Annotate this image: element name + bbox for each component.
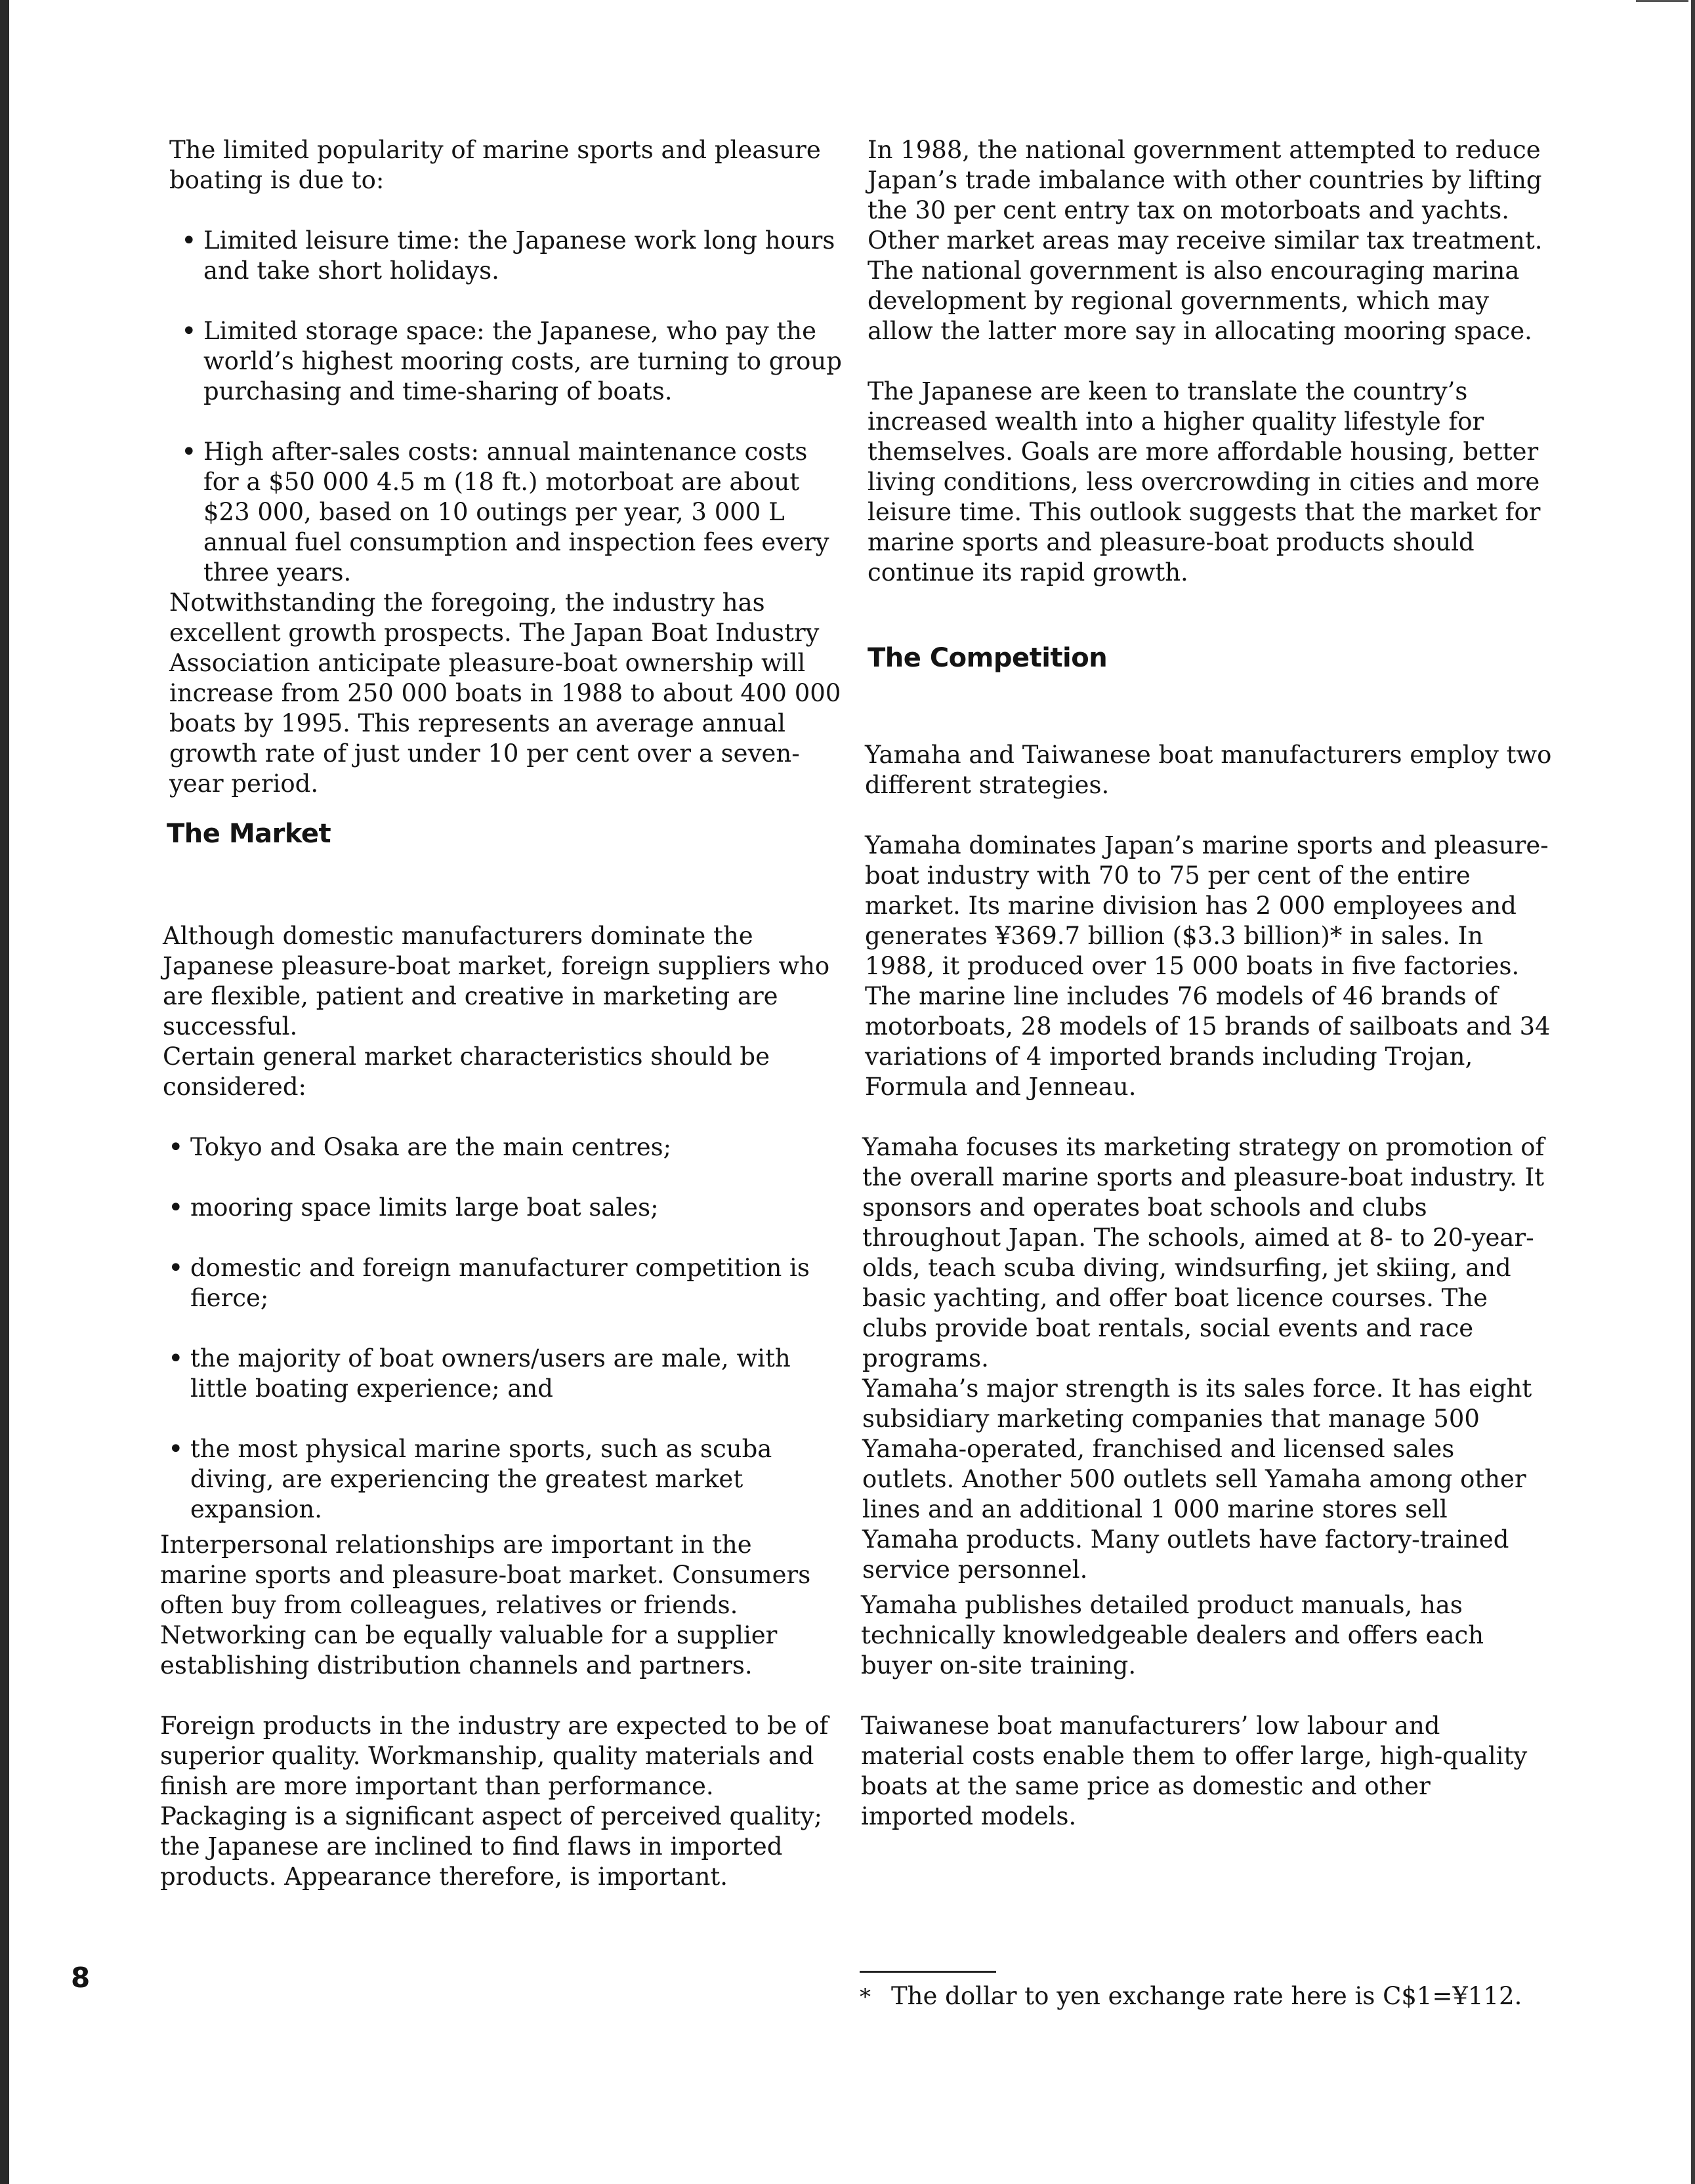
footnote-marker: * [860,1984,871,2010]
lifestyle-paragraph: The Japanese are keen to translate the country’s increased wealth into a higher quality lifestyle for themselves. Goals are more affordable housing, better living conditions, less overcrowding in cities and more leisure time. This outlook suggests that the market for marine sports and pleasure-boat products should continue its rapid growth. [868,377,1541,587]
list-item [156,1434,832,1525]
bullet-icon: • [181,437,197,467]
bullet-icon: • [181,316,197,346]
bullet-icon: • [168,1253,184,1283]
list-item [169,226,845,286]
section-heading-market: The Market [167,819,331,849]
growth-prospects-paragraph: Notwithstanding the foregoing, the industry has excellent growth prospects. The Japan Boat Industry Association anticipate pleasure-boat ownership will increase from 250 000 boats in 1988 to about 400 000 boats by 1995. This represents an average annual growth rate of just under 10 per cent over a seven-year period. [169,588,841,798]
scan-edge-left [0,0,9,2184]
list-item-text: the majority of boat owners/users are male, with little boating experience; and [190,1344,791,1403]
quality-paragraph: Foreign products in the industry are expected to be of superior quality. Workmanship, quality materials and finish are more important than performance. Packaging is a significant aspect of perceived quality; the Japanese are inclined to find flaws in imported products. Appearance therefore, is important. [160,1712,829,1891]
market-intro-paragraph: Although domestic manufacturers dominate the Japanese pleasure-boat market, foreign suppliers who are flexible, patient and creative in marketing are successful. [163,922,830,1040]
bullet-icon: • [168,1132,184,1163]
scan-edge-right [1691,0,1695,2184]
characteristics-intro-paragraph: Certain general market characteristics should be considered: [163,1042,770,1101]
list-item [156,1344,832,1404]
intro-paragraph: The limited popularity of marine sports and pleasure boating is due to: [169,136,821,194]
list-item [156,1132,832,1163]
bullet-icon: • [181,226,197,256]
list-item-text: mooring space limits large boat sales; [190,1193,659,1222]
yamaha-sales-paragraph: Yamaha’s major strength is its sales force. It has eight subsidiary marketing companies that manage 500 Yamaha-operated, franchised and licensed sales outlets. Another 500 outlets sell Yamaha among other lines and an additional 1 000 marine stores sell Yamaha products. Many outlets have factory-trained service personnel. [862,1374,1532,1584]
bullet-icon: • [168,1344,184,1374]
scan-corner-mark [1636,0,1688,2]
footnote-rule [860,1971,996,1973]
list-item-text: the most physical marine sports, such as scuba diving, are experiencing the greatest market expansion. [190,1435,772,1523]
list-item [169,437,845,588]
tax-paragraph: In 1988, the national government attempted to reduce Japan’s trade imbalance with other countries by lifting the 30 per cent entry tax on motorboats and yachts. Other market areas may receive similar tax treatment. The national government is also encouraging marina development by regional governments, which may allow the latter more say in allocating mooring space. [868,136,1543,345]
list-item-text: domestic and foreign manufacturer competition is fierce; [190,1254,810,1312]
yamaha-marketing-paragraph: Yamaha focuses its marketing strategy on promotion of the overall marine sports and pleasure-boat industry. It sponsors and operates boat schools and clubs throughout Japan. The schools, aimed at 8- to 20-year-olds, teach scuba diving, windsurfing, jet skiing, and basic yachting, and offer boat licence courses. The clubs provide boat rentals, social events and race programs. [862,1133,1545,1372]
section-heading-competition: The Competition [868,643,1108,673]
taiwanese-paragraph: Taiwanese boat manufacturers’ low labour and material costs enable them to offer large, high-quality boats at the same price as domestic and other imported models. [861,1712,1528,1830]
relationships-paragraph: Interpersonal relationships are important in the marine sports and pleasure-boat market. Consumers often buy from colleagues, relatives or friends. Networking can be equally valuable for a supplier establishing distribution channels and partners. [160,1531,811,1679]
bullet-icon: • [168,1193,184,1223]
list-item [156,1193,832,1223]
list-item-text: Tokyo and Osaka are the main centres; [190,1133,672,1161]
footnote [860,1981,1522,2012]
list-item-text: Limited storage space: the Japanese, who pay the world’s highest mooring costs, are turning to group purchasing and time-sharing of boats. [203,317,842,405]
list-item [169,316,845,407]
list-item-text: Limited leisure time: the Japanese work long hours and take short holidays. [203,226,835,285]
list-item [156,1253,832,1313]
page-number: 8 [71,1962,91,1994]
strategies-paragraph: Yamaha and Taiwanese boat manufacturers employ two different strategies. [865,741,1552,799]
bullet-icon: • [168,1434,184,1464]
footnote-text: The dollar to yen exchange rate here is C$1=¥112. [891,1982,1522,2010]
yamaha-dominance-paragraph: Yamaha dominates Japan’s marine sports and pleasure-boat industry with 70 to 75 per cent of the entire market. Its marine division has 2 000 employees and generates ¥369.7 billion ($3.3 billion)* in sales. In 1988, it produced over 15 000 boats in five factories. The marine line includes 76 models of 46 brands of motorboats, 28 models of 15 brands of sailboats and 34 variations of 4 imported brands including Trojan, Formula and Jenneau. [865,831,1551,1101]
list-item-text: High after-sales costs: annual maintenance costs for a $50 000 4.5 m (18 ft.) motorboat are about $23 000, based on 10 outings per year, 3 000 L annual fuel consumption and inspection fees every three years. [203,438,829,587]
yamaha-manuals-paragraph: Yamaha publishes detailed product manuals, has technically knowledgeable dealers and offers each buyer on-site training. [861,1591,1484,1679]
